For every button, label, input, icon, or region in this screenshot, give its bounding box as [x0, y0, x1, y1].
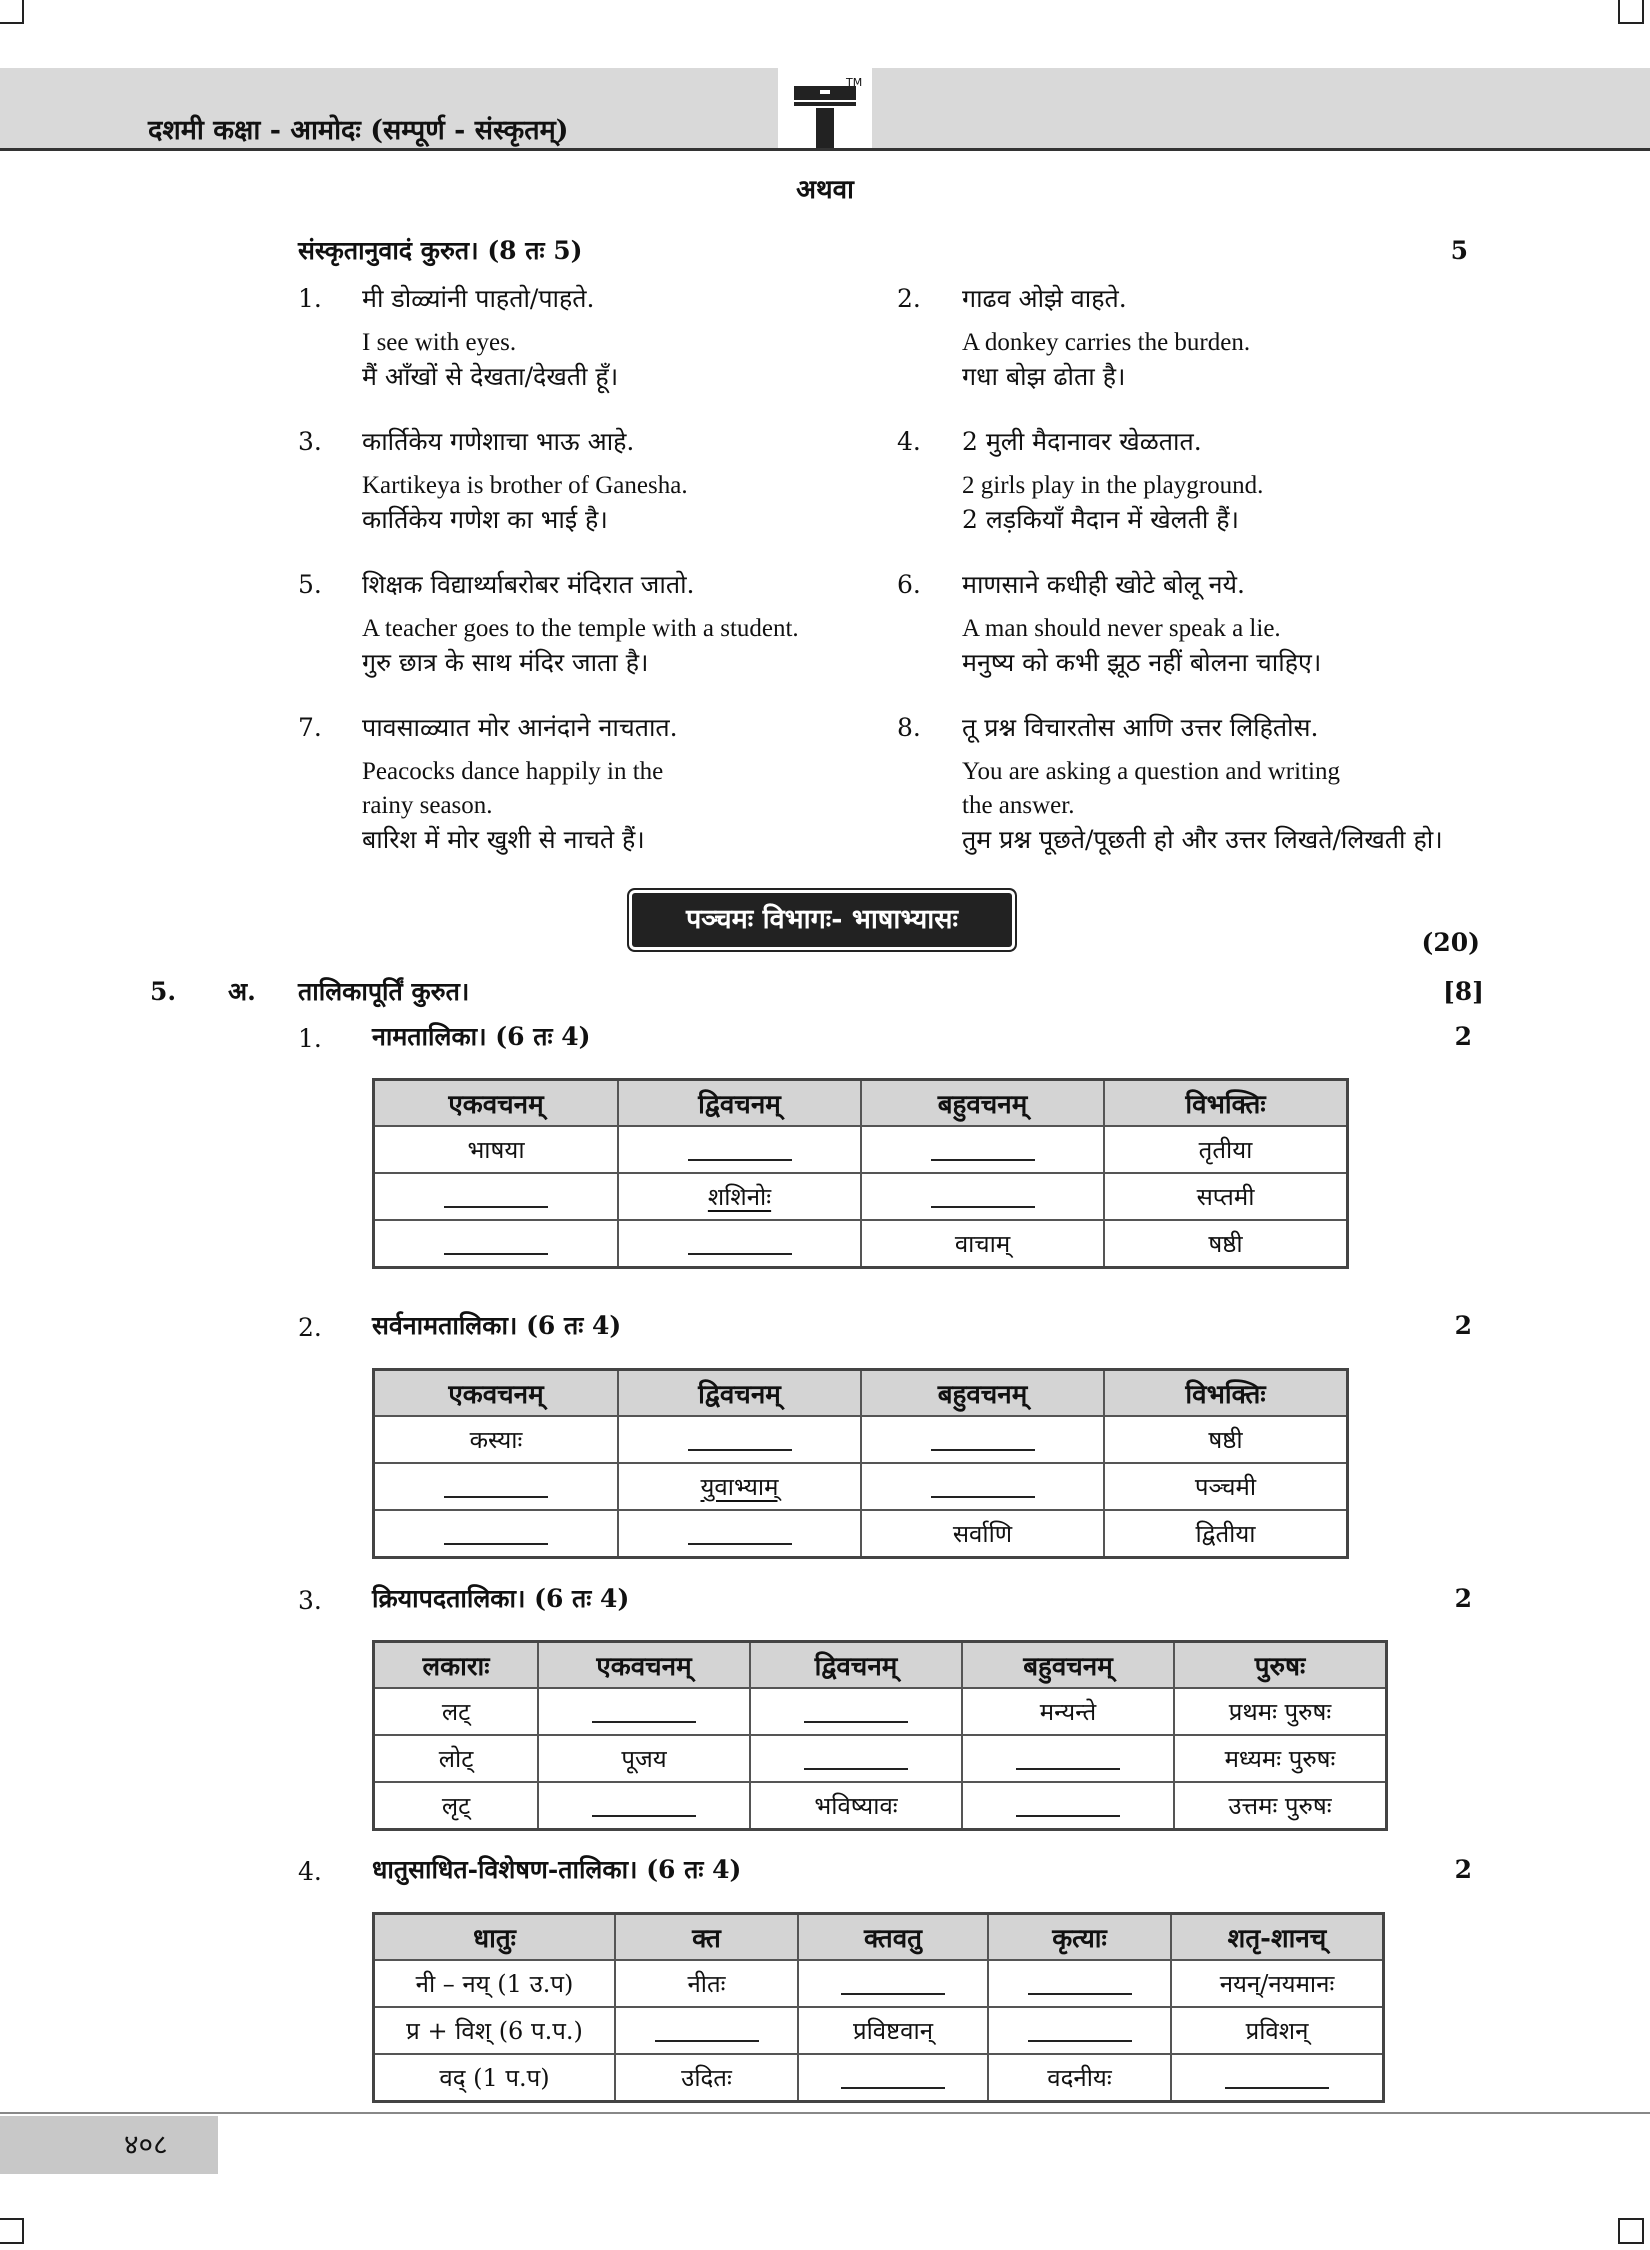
answer-blank[interactable] [592, 1703, 696, 1723]
answer-blank[interactable] [1225, 2069, 1329, 2089]
table-cell [750, 1735, 962, 1782]
table-cell [618, 1220, 861, 1268]
table-header-cell: विभक्तिः [1104, 1370, 1348, 1417]
cell-value: पञ्चमी [1194, 1473, 1257, 1501]
cell-value: नी – नय् (1 उ.प) [415, 1970, 574, 1998]
translation-marks: 5 [1450, 236, 1468, 265]
table-row [374, 1416, 1348, 1463]
translation-item-marathi: माणसाने कधीही खोटे बोलू नये. [962, 570, 1245, 599]
translation-item-english: Peacocks dance happily in the [362, 758, 664, 785]
cell-value: वद् (1 प.प) [439, 2064, 550, 2092]
answer-blank[interactable] [444, 1525, 548, 1545]
table-row [374, 1782, 1387, 1830]
fill-table [372, 1912, 1385, 2103]
question-title: तालिकापूर्तिं कुरुत। [298, 977, 470, 1006]
table-cell [374, 1735, 539, 1782]
cell-value: शशिनोः [707, 1183, 772, 1211]
table-number: 4. [298, 1857, 322, 1886]
table-cell [1104, 1126, 1348, 1173]
table-number: 1. [298, 1024, 322, 1053]
footer-band [0, 2116, 218, 2174]
table-cell [962, 1688, 1174, 1735]
translation-item-english: Kartikeya is brother of Ganesha. [362, 472, 688, 499]
cell-value: भविष्यावः [814, 1792, 898, 1820]
translation-item-marathi: शिक्षक विद्यार्थ्याबरोबर मंदिरात जातो. [362, 570, 695, 599]
table-header-cell: एकवचनम् [538, 1642, 750, 1689]
table-title: क्रियापदतालिका। (6 तः 4) [372, 1584, 630, 1613]
table-cell [750, 1782, 962, 1830]
table-marks: 2 [1454, 1584, 1472, 1613]
translation-item-english: A teacher goes to the temple with a student. [362, 615, 799, 642]
table-header-cell: एकवचनम् [374, 1370, 619, 1417]
table-header-cell: पुरुषः [1174, 1642, 1387, 1689]
table-cell [861, 1416, 1104, 1463]
table-row [374, 1510, 1348, 1558]
translation-item-hindi: तुम प्रश्न पूछते/पूछती हो और उत्तर लिखते/लिखती हो। [962, 825, 1443, 854]
table-cell [988, 2007, 1171, 2054]
table-header-cell: विभक्तिः [1104, 1080, 1348, 1127]
translation-item-marathi: मी डोळ्यांनी पाहतो/पाहते. [362, 284, 595, 313]
table-cell [615, 2007, 798, 2054]
table-cell [750, 1688, 962, 1735]
table-cell [1104, 1173, 1348, 1220]
translation-item-english: the answer. [962, 792, 1075, 819]
answer-blank[interactable] [688, 1525, 792, 1545]
answer-blank[interactable] [931, 1188, 1035, 1208]
section-banner: पञ्चमः विभागः- भाषाभ्यासः [632, 893, 1012, 947]
table-cell [1171, 1960, 1384, 2007]
table-cell [538, 1688, 750, 1735]
table-header-cell: एकवचनम् [374, 1080, 619, 1127]
cell-value: पूजय [621, 1745, 667, 1773]
table-marks: 2 [1454, 1311, 1472, 1340]
table-cell [861, 1173, 1104, 1220]
cell-value: लृट् [441, 1792, 471, 1820]
translation-item-marathi: कार्तिकेय गणेशाचा भाऊ आहे. [362, 427, 635, 456]
answer-blank[interactable] [444, 1235, 548, 1255]
header-band-right [872, 68, 1650, 148]
cell-value: मन्यन्ते [1039, 1698, 1097, 1726]
table-marks: 2 [1454, 1022, 1472, 1051]
table-cell [1174, 1782, 1387, 1830]
translation-item-hindi: बारिश में मोर खुशी से नाचते हैं। [362, 825, 645, 854]
cell-value: प्र + विश् (6 प.प.) [406, 2017, 583, 2045]
cell-value: तृतीया [1198, 1136, 1253, 1164]
translation-item-number: 1. [298, 284, 322, 313]
cell-value: लोट् [438, 1745, 474, 1773]
answer-blank[interactable] [444, 1478, 548, 1498]
table-cell [1104, 1510, 1348, 1558]
table-cell [861, 1220, 1104, 1268]
table-cell [374, 1510, 619, 1558]
table-number: 3. [298, 1586, 322, 1615]
translation-item-number: 5. [298, 570, 322, 599]
table-cell [1171, 2007, 1384, 2054]
translation-item-hindi: गधा बोझ ढोता है। [962, 362, 1126, 391]
cell-value: सप्तमी [1196, 1183, 1255, 1211]
table-header-cell: कृत्याः [988, 1914, 1171, 1961]
crop-mark-top-right [1618, 0, 1644, 24]
table-cell [861, 1463, 1104, 1510]
cell-value: प्रथमः पुरुषः [1228, 1698, 1332, 1726]
translation-heading: संस्कृतानुवादं कुरुत। (8 तः 5) [298, 236, 583, 265]
cell-value: वाचाम् [954, 1230, 1011, 1258]
translation-item-english: rainy season. [362, 792, 493, 819]
cell-value: नयन्/नयमानः [1219, 1970, 1335, 1998]
cell-value: प्रविशन् [1245, 2017, 1309, 2045]
translation-item-marathi: तू प्रश्न विचारतोस आणि उत्तर लिहितोस. [962, 713, 1319, 742]
table-cell [538, 1782, 750, 1830]
translation-item-hindi: कार्तिकेय गणेश का भाई है। [362, 505, 608, 534]
crop-mark-top-left [0, 0, 24, 24]
table-cell [374, 1173, 619, 1220]
answer-blank[interactable] [1016, 1797, 1120, 1817]
crop-mark-bottom-right [1618, 2218, 1644, 2244]
table-cell [1174, 1735, 1387, 1782]
answer-blank[interactable] [1028, 1975, 1132, 1995]
table-cell [618, 1173, 861, 1220]
table-header-cell: बहुवचनम् [962, 1642, 1174, 1689]
table-cell [374, 1463, 619, 1510]
table-cell [374, 1782, 539, 1830]
translation-item-number: 7. [298, 713, 322, 742]
answer-blank[interactable] [655, 2022, 759, 2042]
cell-value: उत्तमः पुरुषः [1228, 1792, 1332, 1820]
table-header-cell: द्विवचनम् [618, 1080, 861, 1127]
translation-item-english: A man should never speak a lie. [962, 615, 1281, 642]
answer-blank[interactable] [1028, 2022, 1132, 2042]
table-row [374, 2054, 1384, 2102]
cell-value: सर्वाणि [952, 1520, 1013, 1548]
answer-blank[interactable] [931, 1141, 1035, 1161]
cell-value: उदितः [681, 2064, 732, 2092]
table-row [374, 1463, 1348, 1510]
table-cell [374, 1126, 619, 1173]
translation-item-hindi: मनुष्य को कभी झूठ नहीं बोलना चाहिए। [962, 648, 1322, 677]
table-row [374, 1735, 1387, 1782]
table-title: सर्वनामतालिका। (6 तः 4) [372, 1311, 622, 1340]
translation-item-number: 8. [897, 713, 921, 742]
translation-item-number: 4. [897, 427, 921, 456]
table-cell [798, 1960, 988, 2007]
translation-item-marathi: 2 मुली मैदानावर खेळतात. [962, 427, 1202, 456]
table-cell [374, 2007, 616, 2054]
table-cell [374, 2054, 616, 2102]
table-cell [618, 1126, 861, 1173]
answer-blank[interactable] [841, 2069, 945, 2089]
table-cell [798, 2007, 988, 2054]
answer-blank[interactable] [444, 1188, 548, 1208]
cell-value: कस्याः [469, 1426, 523, 1454]
table-row [374, 1220, 1348, 1268]
translation-item-marathi: पावसाळ्यात मोर आनंदाने नाचतात. [362, 713, 678, 742]
cell-value: प्रविष्टवान् [852, 2017, 934, 2045]
table-cell [1174, 1688, 1387, 1735]
table-cell [618, 1416, 861, 1463]
cell-value: लट् [441, 1698, 471, 1726]
question-number: 5. [150, 977, 177, 1006]
table-row [374, 1960, 1384, 2007]
answer-blank[interactable] [841, 1975, 945, 1995]
table-cell [1104, 1220, 1348, 1268]
fill-table [372, 1368, 1349, 1559]
table-cell [798, 2054, 988, 2102]
answer-blank[interactable] [931, 1478, 1035, 1498]
table-row [374, 2007, 1384, 2054]
crop-mark-bottom-left [0, 2218, 24, 2244]
translation-item-hindi: गुरु छात्र के साथ मंदिर जाता है। [362, 648, 649, 677]
table-cell [615, 1960, 798, 2007]
question-marks: [8] [1442, 977, 1484, 1006]
logo-trademark: TM [846, 76, 863, 89]
table-title: नामतालिका। (6 तः 4) [372, 1022, 591, 1051]
table-header-cell: द्विवचनम् [750, 1642, 962, 1689]
table-cell [1171, 2054, 1384, 2102]
cell-value: षष्ठी [1208, 1230, 1243, 1258]
footer-rule [0, 2112, 1650, 2114]
translation-item-hindi: 2 लड़कियाँ मैदान में खेलती हैं। [962, 505, 1240, 534]
fill-table [372, 1078, 1349, 1269]
translation-item-number: 6. [897, 570, 921, 599]
table-header-cell: लकाराः [374, 1642, 539, 1689]
question-sub-number: अ. [228, 977, 256, 1006]
answer-blank[interactable] [688, 1431, 792, 1451]
answer-blank[interactable] [931, 1431, 1035, 1451]
table-cell [861, 1126, 1104, 1173]
table-cell [962, 1782, 1174, 1830]
cell-value: युवाभ्याम् [700, 1473, 779, 1501]
cell-value: वदनीयः [1047, 2064, 1112, 2092]
answer-blank[interactable] [688, 1141, 792, 1161]
section-total-marks: (20) [1421, 928, 1480, 957]
table-row [374, 1126, 1348, 1173]
table-header-cell: शतृ-शानच् [1171, 1914, 1384, 1961]
answer-blank[interactable] [688, 1235, 792, 1255]
translation-item-english: You are asking a question and writing [962, 758, 1340, 785]
table-header-cell: बहुवचनम् [861, 1080, 1104, 1127]
table-cell [861, 1510, 1104, 1558]
table-cell [615, 2054, 798, 2102]
translation-item-hindi: मैं आँखों से देखता/देखती हूँ। [362, 362, 619, 391]
table-row [374, 1688, 1387, 1735]
table-cell [374, 1416, 619, 1463]
table-cell [1104, 1416, 1348, 1463]
translation-item-english: 2 girls play in the playground. [962, 472, 1264, 499]
table-cell [988, 1960, 1171, 2007]
answer-blank[interactable] [804, 1703, 908, 1723]
athava-heading: अथवा [796, 175, 854, 205]
table-header-cell: क्तवतु [798, 1914, 988, 1961]
answer-blank[interactable] [1016, 1750, 1120, 1770]
cell-value: नीतः [687, 1970, 726, 1998]
table-cell [618, 1463, 861, 1510]
header-title: दशमी कक्षा - आमोदः (सम्पूर्ण - संस्कृतम्) [148, 115, 569, 146]
table-header-cell: क्त [615, 1914, 798, 1961]
cell-value: भाषया [467, 1136, 525, 1164]
cell-value: द्वितीया [1195, 1520, 1256, 1548]
translation-item-english: I see with eyes. [362, 329, 517, 356]
fill-table [372, 1640, 1388, 1831]
page-number: ४०८ [124, 2128, 168, 2161]
cell-value: षष्ठी [1208, 1426, 1243, 1454]
answer-blank[interactable] [804, 1750, 908, 1770]
table-title: धातुसाधित-विशेषण-तालिका। (6 तः 4) [372, 1855, 742, 1884]
answer-blank[interactable] [592, 1797, 696, 1817]
translation-item-number: 3. [298, 427, 322, 456]
table-marks: 2 [1454, 1855, 1472, 1884]
table-header-cell: द्विवचनम् [618, 1370, 861, 1417]
translation-item-english: A donkey carries the burden. [962, 329, 1251, 356]
translation-item-number: 2. [897, 284, 921, 313]
table-number: 2. [298, 1313, 322, 1342]
table-cell [618, 1510, 861, 1558]
table-cell [988, 2054, 1171, 2102]
cell-value: मध्यमः पुरुषः [1224, 1745, 1336, 1773]
table-row [374, 1173, 1348, 1220]
table-cell [374, 1688, 539, 1735]
table-cell [374, 1960, 616, 2007]
publisher-logo-icon [790, 80, 860, 150]
table-cell [962, 1735, 1174, 1782]
table-cell [374, 1220, 619, 1268]
table-cell [538, 1735, 750, 1782]
translation-item-marathi: गाढव ओझे वाहते. [962, 284, 1127, 313]
table-header-cell: धातुः [374, 1914, 616, 1961]
table-cell [1104, 1463, 1348, 1510]
table-header-cell: बहुवचनम् [861, 1370, 1104, 1417]
